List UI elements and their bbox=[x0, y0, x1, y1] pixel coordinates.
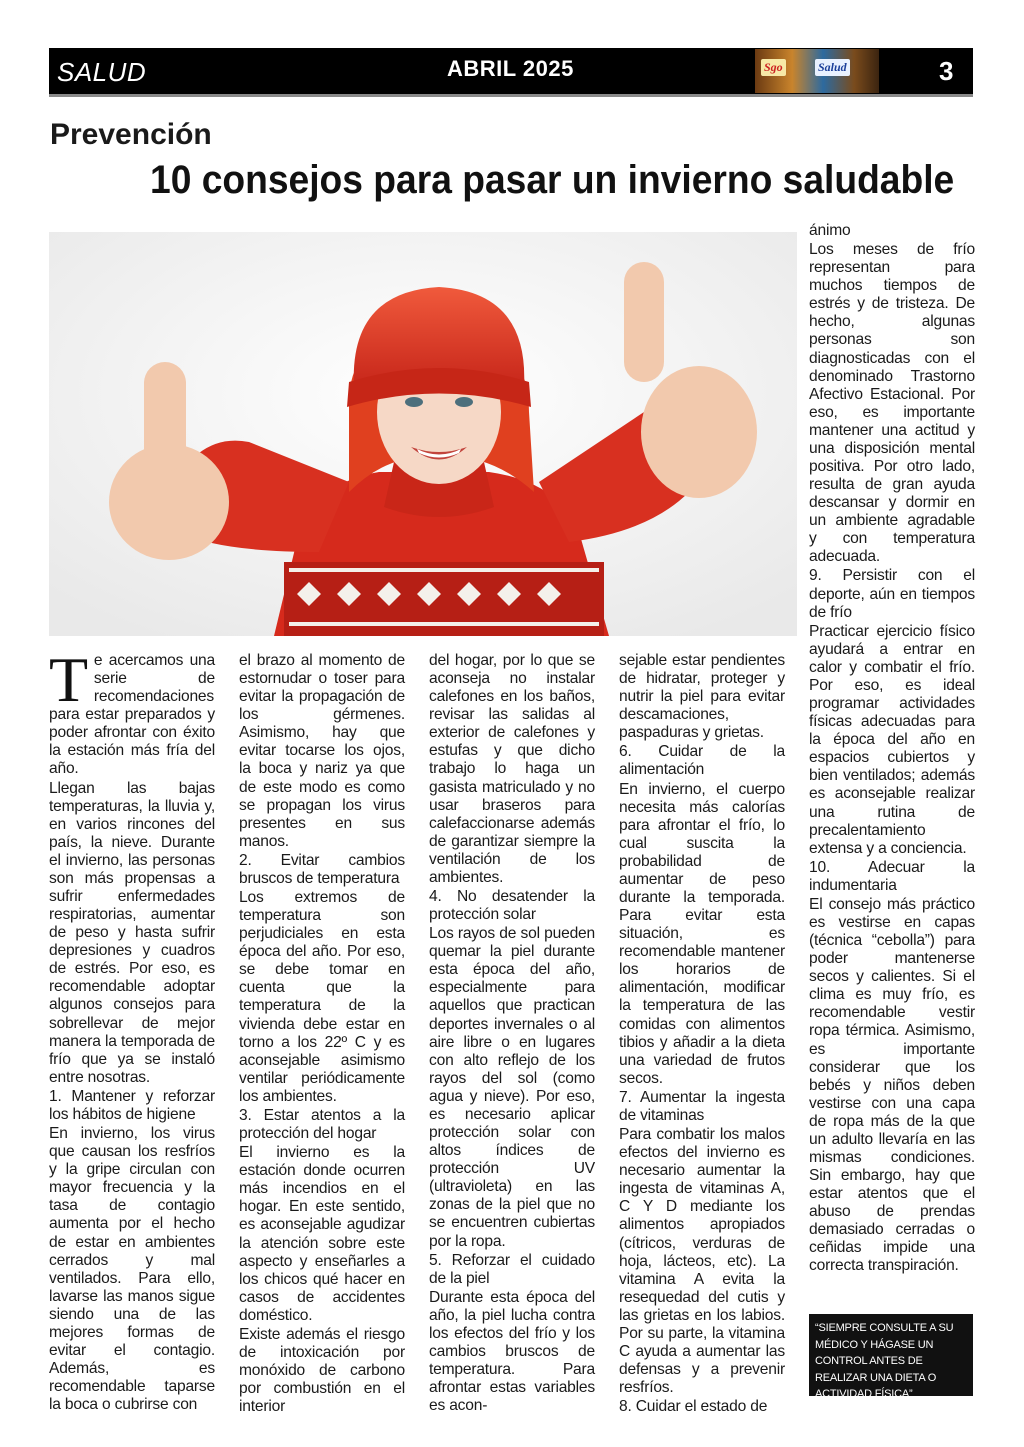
subheading: 2. Evitar cambios bruscos de temperatura bbox=[239, 851, 405, 887]
paragraph: sejable estar pendientes de hidratar, proteger y nutrir la piel para evitar descamaciones, paspaduras y grietas. bbox=[619, 652, 785, 742]
logo-text-salud: Salud bbox=[815, 59, 850, 76]
article-column-2 bbox=[239, 652, 405, 1417]
paragraph: En invierno, los virus que causan los resfríos y la gripe circulan con mayor frecuencia y la tasa de contagio aumenta por el hecho de estar en ambientes cerrados y mal ventilados. Para ello, lavarse las manos sigue siendo una de las mejores formas de evitar el contagio. Además, es recomendable taparse la boca o cubrirse con bbox=[49, 1125, 215, 1414]
callout-box: “SIEMPRE CONSULTE A SU MÉDICO Y HÁGASE UN CONTROL ANTES DE REALIZAR UNA DIETA O ACTIVIDAD FÍSICA” bbox=[809, 1314, 973, 1396]
subheading: 4. No desatender la protección solar bbox=[429, 888, 595, 924]
article-kicker: Prevención bbox=[50, 118, 212, 151]
logo-text-sgo: Sgo bbox=[761, 59, 786, 76]
paragraph: Los extremos de temperatura son perjudiciales en esta época del año. Por eso, se debe tomar en cuenta que la temperatura de la vivienda debe estar en torno a los 22º C y es aconsejable asimismo ventilar periódicamente los ambientes. bbox=[239, 889, 405, 1105]
article-column-1 bbox=[49, 644, 215, 1415]
page-number: 3 bbox=[939, 56, 954, 86]
paragraph: Para combatir los malos efectos del invierno es necesario aumentar la ingesta de vitaminas A, C Y D mediante los alimentos apropiados (cítricos, verduras de hoja, lácteos, etc). La vitamina A evita la resequedad del cutis y las grietas en los labios. Por su parte, la vitamina C ayuda a aumentar las defensas y a prevenir resfríos. bbox=[619, 1126, 785, 1397]
subheading: 6. Cuidar de la alimentación bbox=[619, 743, 785, 779]
paragraph: Los meses de frío representan para muchos tiempos de estrés y de tristeza. De hecho, algunas personas son diagnosticadas con el denominado Trastorno Afectivo Estacional. Por eso, es importante mantener una actitud y una disposición mental positiva. Por otro lado, resulta de gran ayuda descansar y dormir en un ambiente agradable y con temperatura adecuada. bbox=[809, 241, 975, 566]
paragraph: del hogar, por lo que se aconseja no instalar calefones en los baños, revisar las salidas al exterior de calefones y estufas y que dicho trabajo lo haga un gasista matriculado y no usar braseros para calefaccionarse además de garantizar siempre la ventilación de los ambientes. bbox=[429, 652, 595, 886]
drop-cap: T bbox=[49, 644, 88, 715]
subheading: 1. Mantener y reforzar los hábitos de higiene bbox=[49, 1087, 215, 1123]
subheading: 5. Reforzar el cuidado de la piel bbox=[429, 1251, 595, 1287]
article-column-5 bbox=[809, 222, 975, 1277]
issue-date: ABRIL 2025 bbox=[447, 56, 574, 81]
paragraph: Existe además el riesgo de intoxicación por monóxido de carbono por combustión en el interior bbox=[239, 1325, 405, 1416]
paragraph: Los rayos de sol pueden quemar la piel durante esta época del año, especialmente para aquellos que practican deportes invernales o al aire libre o en lugares con alto reflejo de los rayos del sol (como agua y nieve). Por eso, es necesario aplicar protección solar con altos índices de protección UV (ultravioleta) en las zonas de la piel que no se encuentren cubiertas por la ropa. bbox=[429, 925, 595, 1250]
paragraph: Practicar ejercicio físico ayudará a entrar en calor y combatir el frío. Por eso, es ideal programar actividades físicas adecuadas para la época del año en espacios cubiertos y bien ventilados; además es aconsejable realizar una rutina de precalentamiento extensa y a conciencia. bbox=[809, 622, 975, 857]
subheading: 7. Aumentar la ingesta de vitaminas bbox=[619, 1088, 785, 1124]
subheading: 10. Adecuar la indumentaria bbox=[809, 858, 975, 894]
subheading: 9. Persistir con el deporte, aún en tiempos de frío bbox=[809, 567, 975, 621]
subheading: 8. Cuidar el estado de bbox=[619, 1398, 768, 1416]
paragraph: El invierno es la estación donde ocurren más incendios en el hogar. En este sentido, es aconsejable agudizar la atención sobre este aspecto y enseñarles a los chicos qué hacer en casos de accidentes doméstico. bbox=[239, 1144, 405, 1324]
article-column-4 bbox=[619, 652, 785, 1417]
article-headline: 10 consejos para pasar un invierno saludable bbox=[150, 158, 955, 202]
subheading: ánimo bbox=[809, 222, 851, 239]
header-bar bbox=[49, 48, 973, 97]
sgo-salud-logo bbox=[755, 49, 879, 93]
paragraph: Te acercamos una serie de recomendaciones para estar preparados y poder afrontar con éxito la estación más fría del año. bbox=[49, 644, 215, 778]
article-photo bbox=[49, 232, 797, 636]
paragraph: Durante esta época del año, la piel lucha contra los efectos del frío y los cambios bruscos de temperatura. Para afrontar estas variables es acon- bbox=[429, 1288, 595, 1415]
girl-thumbs-up-illustration bbox=[49, 232, 797, 636]
article-column-3 bbox=[429, 652, 595, 1416]
paragraph: En invierno, el cuerpo necesita más calorías para afrontar el frío, lo cual suscita la probabilidad de aumentar de peso durante la temporada. Para evitar esta situación, es recomendable mantener los horarios de alimentación, modificar la temperatura de las comidas con alimentos tibios y añadir a la dieta una variedad de frutos secos. bbox=[619, 780, 785, 1087]
subheading: 3. Estar atentos a la protección del hogar bbox=[239, 1106, 405, 1143]
paragraph: El consejo más práctico es vestirse en capas (técnica “cebolla”) para poder mantenerse secos y calientes. Si el clima es muy frío, es recomendable vestir ropa térmica. Asimismo, es importante considerar que los bebés y niños deben vestirse con una capa de ropa más de la que un adulto llevaría en las mismas condiciones. Sin embargo, hay que estar atentos que el abuso de prendas demasiado cerradas o ceñidas impide una correcta transpiración. bbox=[809, 895, 975, 1275]
paragraph: el brazo al momento de estornudar o toser para evitar la propagación de los gérmenes. Asimismo, hay que evitar tocarse los ojos, la boca y nariz ya que de este modo es como se propagan los virus presentes en sus manos. bbox=[239, 652, 405, 850]
section-label: SALUD bbox=[57, 57, 147, 87]
paragraph: Llegan las bajas temperaturas, la lluvia y, en varios rincones del país, la nieve. Durante el invierno, las personas son más propensas a sufrir enfermedades respiratorias, aumentar de peso y hasta sufrir depresiones y cuadros de estrés. Por eso, es recomendable adoptar algunos consejos para sobrellevar de mejor manera la temporada de frío que ya se instaló entre nosotras. bbox=[49, 779, 215, 1086]
